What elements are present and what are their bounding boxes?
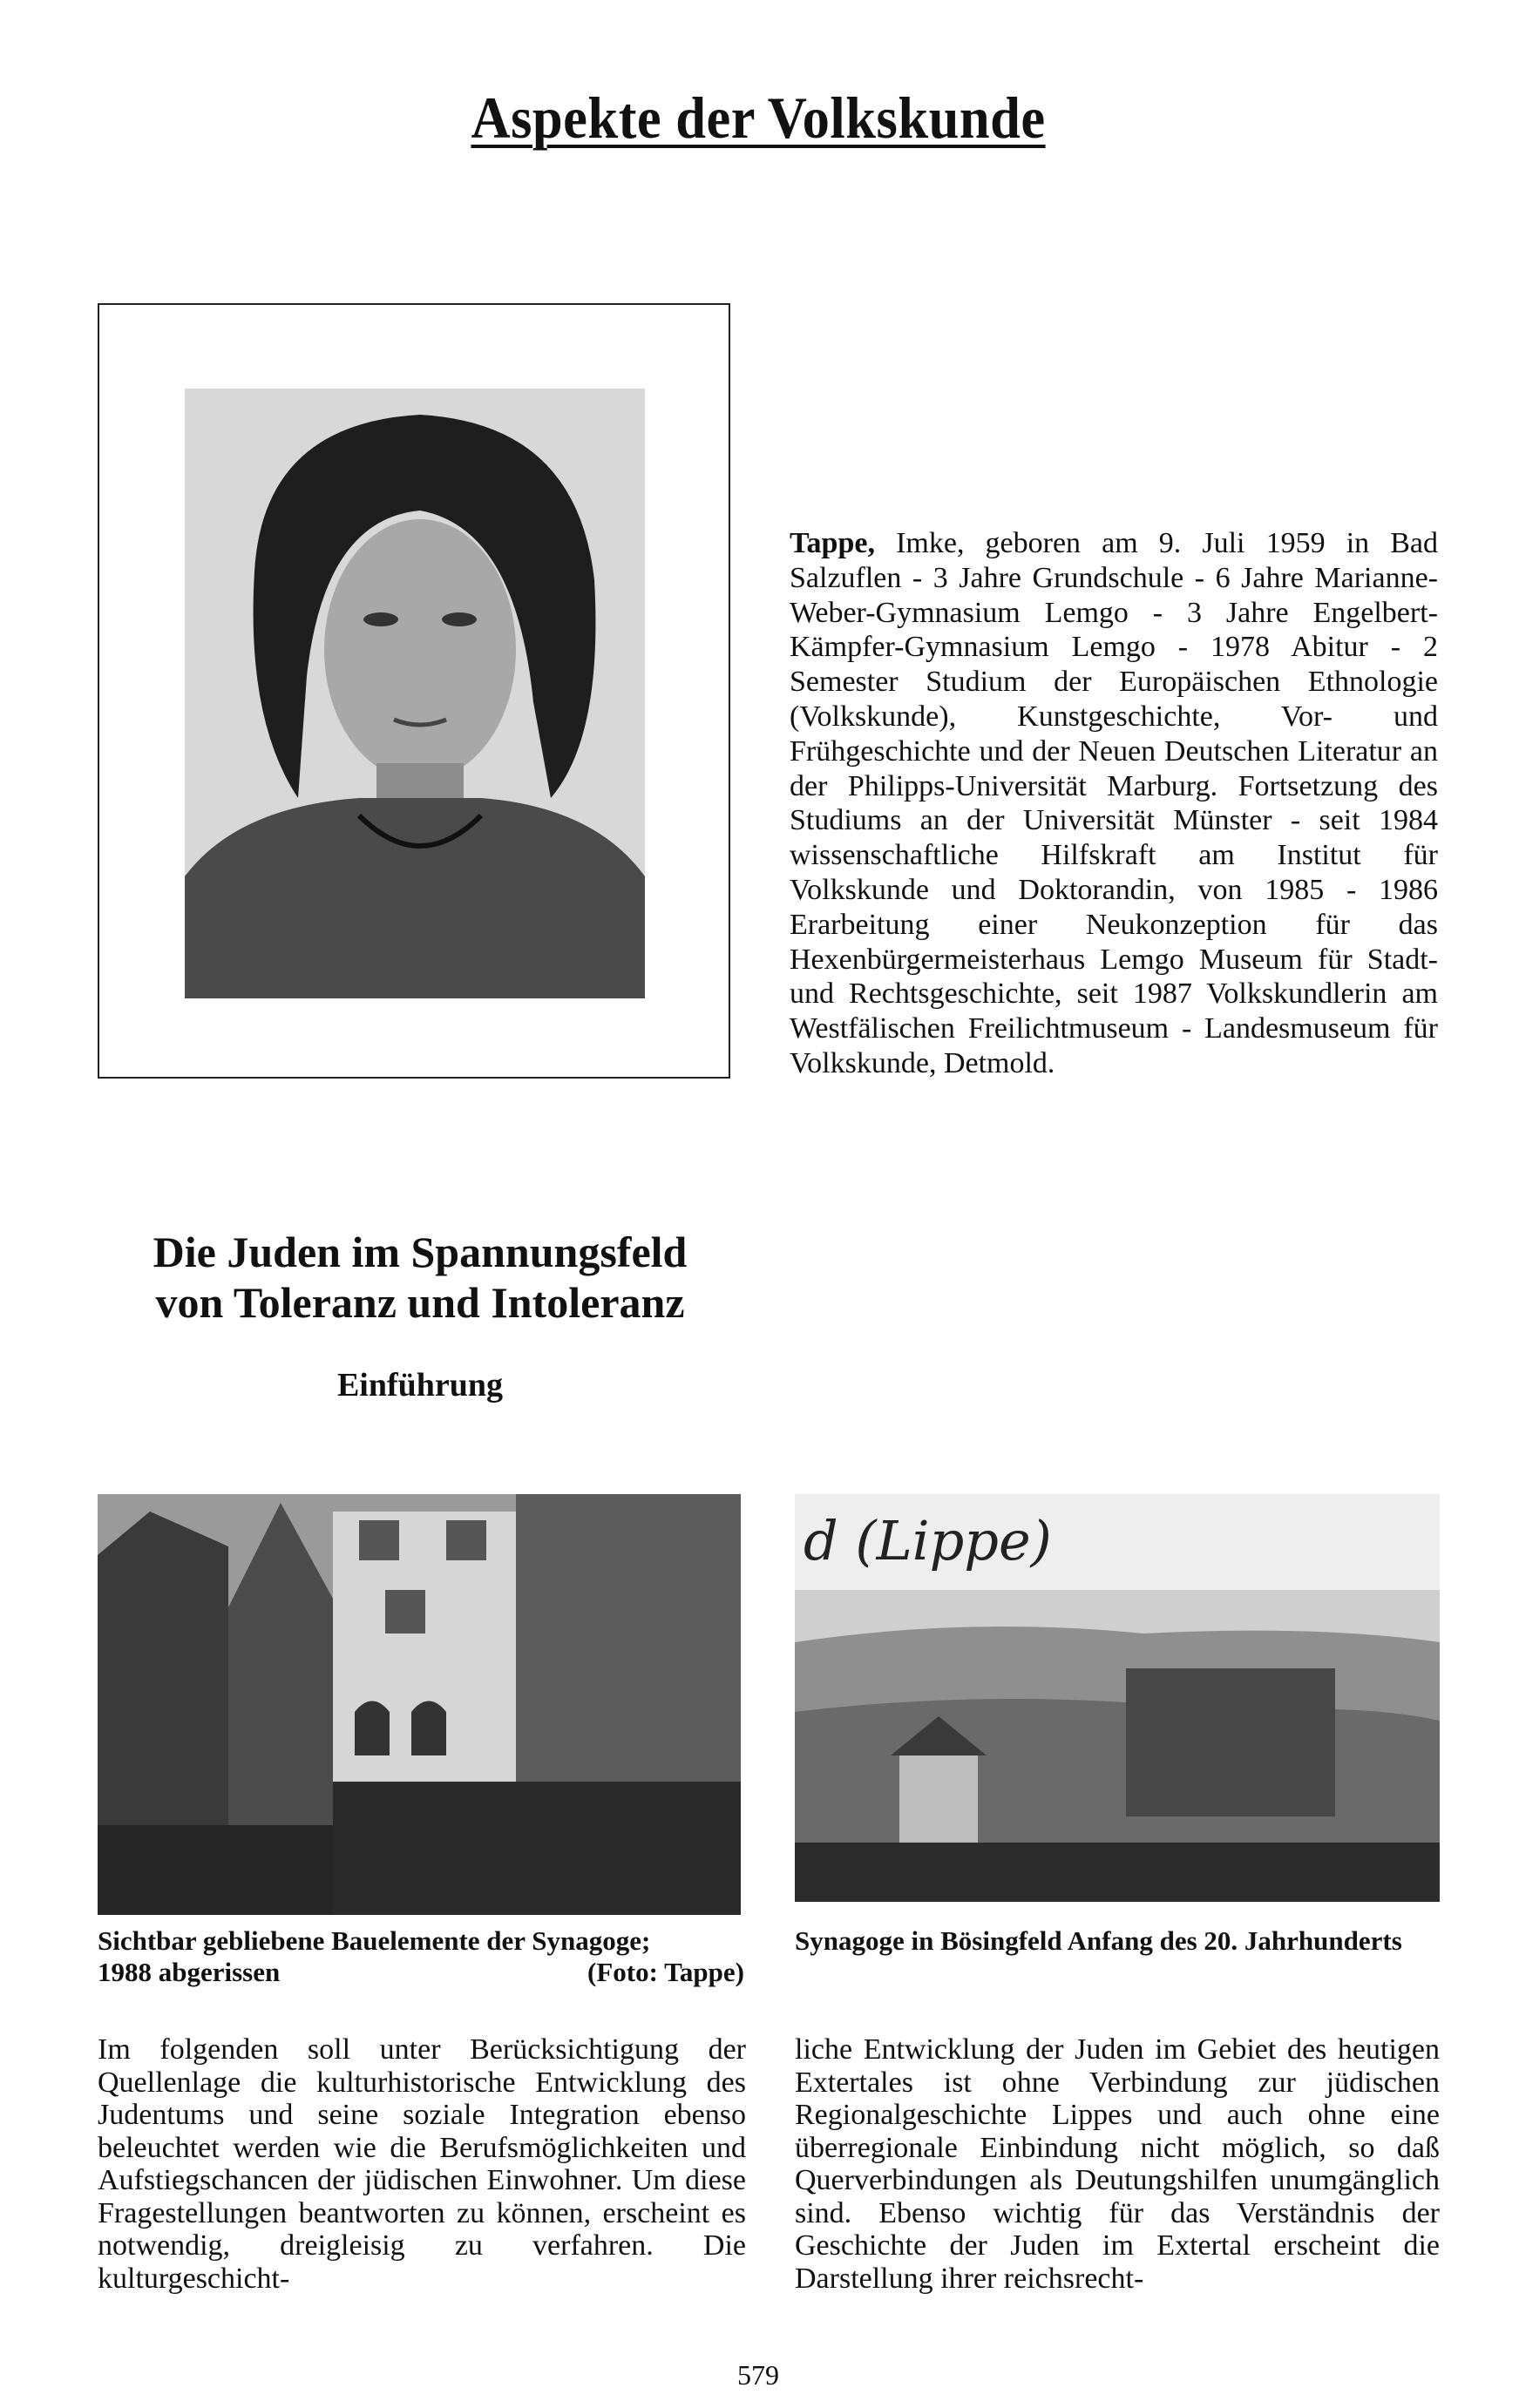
body-text-left: Im folgenden soll unter Berücksichtigung der Quellenlage die kulturhistorische Entwicklung des Judentums und seine soziale Integration ebenso beleuchtet werden wie die Berufsmöglichkeiten und Aufstiegschancen der jüdischen Einwohner. Um diese Fragestellungen beantworten zu können, erscheint es notwendig, dreigleisig zu verfahren. Die kulturgeschicht- <box>98 2033 746 2295</box>
photo1-caption-line1: Sichtbar gebliebene Bauelemente der Synagoge; <box>98 1925 651 1956</box>
section-subheading: Einführung <box>336 1367 504 1404</box>
section-title-line2: von Toleranz und Intoleranz <box>155 1278 685 1327</box>
photo1-caption-date: 1988 abgerissen <box>98 1957 281 1987</box>
bio-text: Imke, geboren am 9. Juli 1959 in Bad Salzuflen - 3 Jahre Grundschule - 6 Jahre Marianne-Weber-Gymnasium Lemgo - 3 Jahre Engelbert-Kämpfer-Gymnasium Lemgo - 1978 Abitur - 2 Semester Studium der Europäischen Ethnologie (Volkskunde), Kunstgeschichte, Vor- und Frühgeschichte und der Neuen Deutschen Literatur an der Philipps-Universität Marburg. Fortsetzung des Studiums an der Universität Münster - seit 1984 wissenschaftliche Hilfskraft am Institut für Volkskunde und Doktorandin, von 1985 - 1986 Erarbeitung einer Neukonzeption für das Hexenbürgermeisterhaus Lemgo Museum für Stadt- und Rechtsgeschichte, seit 1987 Volkskundlerin am Westfälischen Freilichtmuseum - Landesmuseum für Volkskunde, Detmold. <box>790 527 1439 1079</box>
page-title: Aspekte der Volkskunde <box>471 85 1046 151</box>
body-text-right: liche Entwicklung der Juden im Gebiet des heutigen Extertales ist ohne Verbindung zur jüdischen Regionalgeschichte Lippes und auch ohne eine überregionale Einbindung nicht möglich, so daß Querverbindungen als Deutungshilfen unumgänglich sind. Ebenso wichtig für das Verständnis der Geschichte der Juden im Extertal erscheint die Darstellung ihrer reichsrecht- <box>795 2033 1440 2295</box>
section-title <box>98 1227 743 1328</box>
author-biography <box>790 526 1438 1081</box>
bio-name: Tappe, <box>790 527 875 559</box>
synagogue-building-photo <box>98 1494 741 1915</box>
portrait-photo <box>185 389 645 998</box>
photo-inscription: d (Lippe) <box>804 1509 1052 1573</box>
synagogue-historic-photo <box>795 1494 1440 1902</box>
photo2-caption: Synagoge in Bösingfeld Anfang des 20. Jahrhunderts <box>795 1925 1402 1956</box>
photo1-caption-credit: (Foto: Tappe) <box>587 1957 744 1987</box>
photo1-caption <box>98 1925 744 1988</box>
section-title-line1: Die Juden im Spannungsfeld <box>153 1228 688 1276</box>
page-number: 579 <box>737 2359 779 2391</box>
